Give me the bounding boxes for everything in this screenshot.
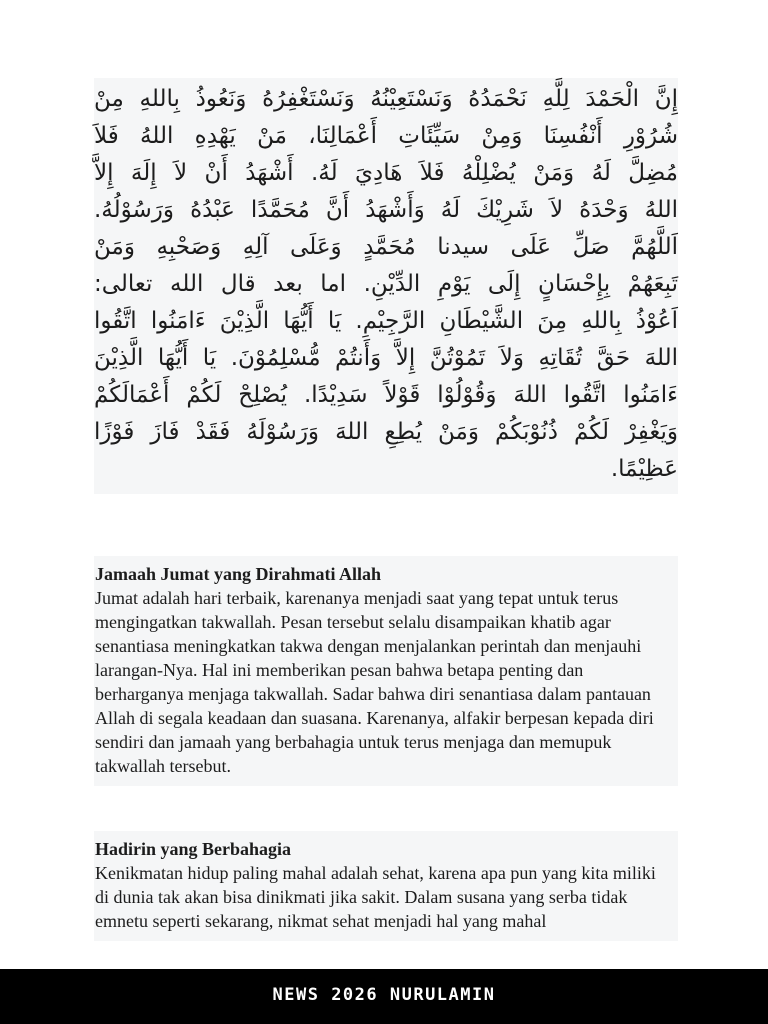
sermon-section	[94, 831, 678, 941]
arabic-text-line: اَعُوْذُ بِاللهِ مِنَ الشَّيْطَانِ الرَّجِيْمِ. يَا أَيُّهَا الَّذِيْنَ ءَامَنُوا اتَّقُوا	[94, 308, 678, 334]
arabic-text-line: وَيَغْفِرْ لَكُمْ ذُنُوْبَكُمْ وَمَنْ يُطِعِ اللهَ وَرَسُوْلَهُ فَقَدْ فَازَ فَوْزًا	[94, 419, 678, 445]
arabic-text-line: مُضِلَّ لَهُ وَمَنْ يُضْلِلْهُ فَلاَ هَادِيَ لَهُ. أَشْهَدُ أَنْ لاَ إِلَهَ إِلاَّ	[94, 160, 678, 186]
section-heading: Jamaah Jumat yang Dirahmati Allah	[95, 564, 382, 584]
section-heading: Hadirin yang Berbahagia	[95, 839, 292, 859]
footer-watermark-text: NEWS 2026 NURULAMIN	[272, 984, 496, 1005]
section-paragraph: Kenikmatan hidup paling mahal adalah sehat, karena apa pun yang kita miliki di dunia tak akan bisa dinikmati jika sakit. Dalam susana yang serba tidak emnetu seperti sekarang, nikmat sehat menjadi hal yang mahal	[95, 863, 656, 931]
sermon-section	[94, 556, 678, 786]
arabic-text-line: اَللَّهُمَّ صَلِّ عَلَى سيدنا مُحَمَّدٍ وَعَلَى آلِهِ وَصَحْبِهِ وَمَنْ	[94, 234, 678, 260]
arabic-text-line: شُرُوْرِ أَنْفُسِنَا وَمِنْ سَيِّئَاتِ أَعْمَالِنَا، مَنْ يَهْدِهِ اللهُ فَلاَ	[94, 123, 678, 149]
arabic-khutbah-opening	[94, 78, 678, 494]
arabic-text-line: عَظِيْمًا.	[610, 456, 678, 482]
sermon-sections	[94, 556, 678, 986]
footer-watermark-bar	[0, 969, 768, 1024]
arabic-text-line: تَبِعَهُمْ بِإِحْسَانٍ إِلَى يَوْمِ الدِّيْنِ. اما بعد قال الله تعالى:	[94, 271, 678, 297]
section-paragraph: Jumat adalah hari terbaik, karenanya menjadi saat yang tepat untuk terus mengingatkan takwallah. Pesan tersebut selalu disampaikan khatib agar senantiasa meningkatkan takwa dengan menjalankan perintah dan menjauhi larangan-Nya. Hal ini memberikan pesan bahwa betapa penting dan berharganya menjaga takwallah. Sadar bahwa diri senantiasa dalam pantauan Allah di segala keadaan dan suasana. Karenanya, alfakir berpesan kepada diri sendiri dan jamaah yang berbahagia untuk terus menjaga dan memupuk takwallah tersebut.	[95, 588, 654, 776]
arabic-text-line: اللهُ وَحْدَهُ لاَ شَرِيْكَ لَهُ وَأَشْهَدُ أَنَّ مُحَمَّدًا عَبْدُهُ وَرَسُوْلُهُ.	[94, 197, 678, 223]
arabic-text-line: إِنَّ الْحَمْدَ لِلَّهِ نَحْمَدُهُ وَنَسْتَعِيْنُهُ وَنَسْتَغْفِرُهُ وَنَعُوذُ بِاللهِ مِنْ	[94, 86, 678, 112]
arabic-text-line: اللهَ حَقَّ تُقَاتِهِ وَلاَ تَمُوْتُنَّ إِلاَّ وَأَنتُمْ مُّسْلِمُوْنَ. يَا أَيُّهَا الَّذِيْنَ	[94, 345, 678, 371]
arabic-text-line: ءَامَنُوا اتَّقُوا اللهَ وَقُوْلُوْا قَوْلاً سَدِيْدًا. يُصْلِحْ لَكُمْ أَعْمَالَكُمْ	[94, 382, 678, 408]
